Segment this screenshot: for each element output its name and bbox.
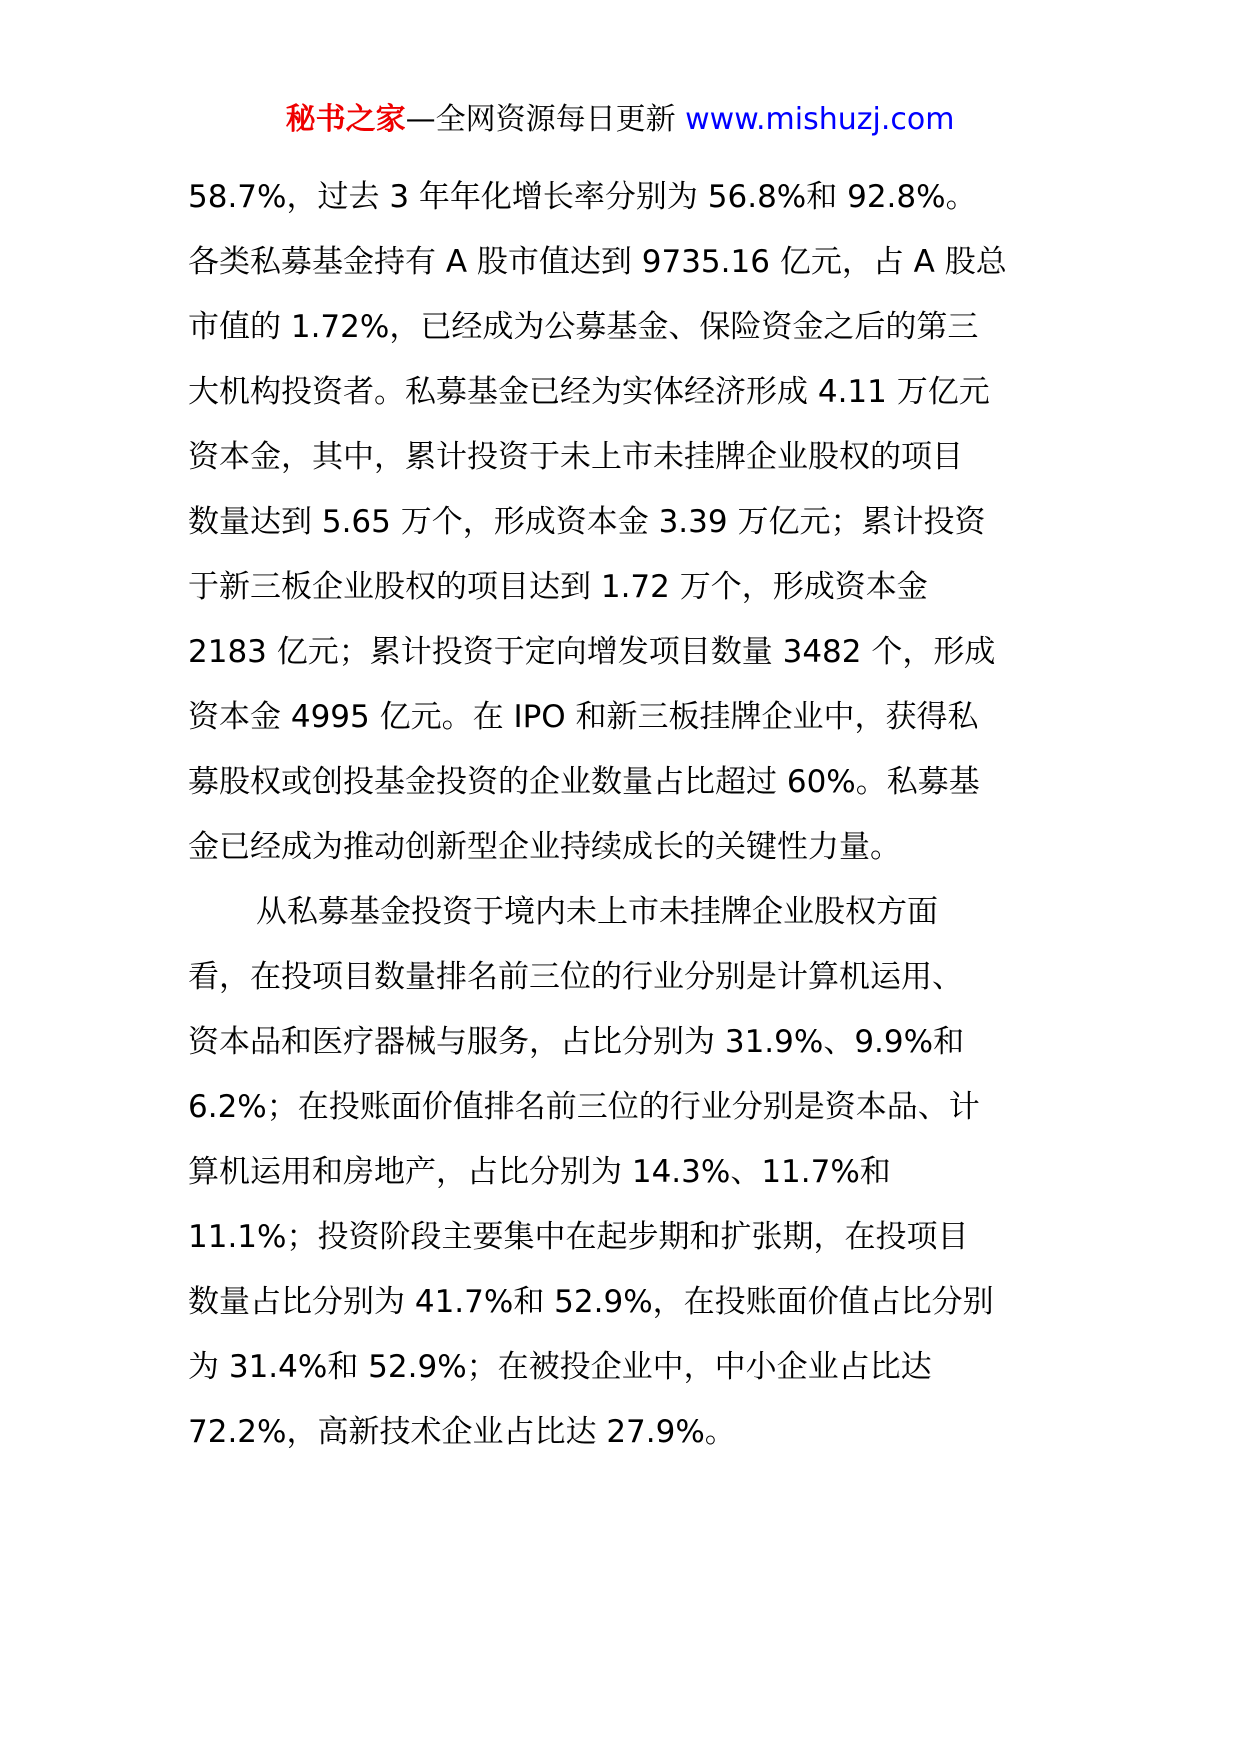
text-line: 数量达到 5.65 万个，形成资本金 3.39 万亿元；累计投资 [188,504,986,540]
text-line: 各类私募基金持有 A 股市值达到 9735.16 亿元，占 A 股总 [188,244,1007,280]
text-line: 资本金，其中，累计投资于未上市未挂牌企业股权的项目 [188,439,963,475]
header-tagline: —全网资源每日更新 [405,102,686,137]
site-url-link[interactable]: www.mishuzj.com [685,102,955,137]
text-line: 72.2%，高新技术企业占比达 27.9%。 [188,1414,736,1450]
text-line: 2183 亿元；累计投资于定向增发项目数量 3482 个，形成 [188,634,996,670]
text-line: 从私募基金投资于境内未上市未挂牌企业股权方面 [256,894,938,930]
text-line: 于新三板企业股权的项目达到 1.72 万个，形成资本金 [188,569,928,605]
text-line: 募股权或创投基金投资的企业数量占比超过 60%。私募基 [188,764,980,800]
text-line: 58.7%，过去 3 年年化增长率分别为 56.8%和 92.8%。 [188,179,977,215]
paragraph-2 [188,880,1068,1465]
text-line: 数量占比分别为 41.7%和 52.9%，在投账面价值占比分别 [188,1284,994,1320]
text-line: 算机运用和房地产，占比分别为 14.3%、11.7%和 [188,1154,891,1190]
brand-name: 秘书之家 [285,102,406,137]
text-line: 资本金 4995 亿元。在 IPO 和新三板挂牌企业中，获得私 [188,699,979,735]
text-line: 大机构投资者。私募基金已经为实体经济形成 4.11 万亿元 [188,374,990,410]
text-line: 6.2%；在投账面价值排名前三位的行业分别是资本品、计 [188,1089,980,1125]
text-line: 看，在投项目数量排名前三位的行业分别是计算机运用、 [188,959,963,995]
text-line: 11.1%；投资阶段主要集中在起步期和扩张期，在投项目 [188,1219,969,1255]
body-text [188,165,1068,1465]
text-line: 资本品和医疗器械与服务，占比分别为 31.9%、9.9%和 [188,1024,965,1060]
page-header [0,98,1240,142]
paragraph-1 [188,165,1068,880]
text-line: 金已经成为推动创新型企业持续成长的关键性力量。 [188,829,901,865]
text-line: 为 31.4%和 52.9%；在被投企业中，中小企业占比达 [188,1349,932,1385]
text-line: 市值的 1.72%，已经成为公募基金、保险资金之后的第三 [188,309,979,345]
